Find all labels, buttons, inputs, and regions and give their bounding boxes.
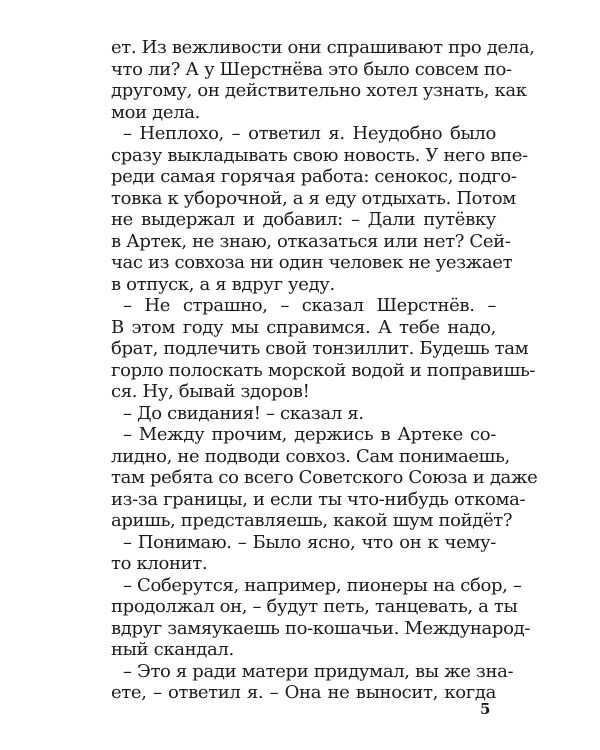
text-line: не выдержал и добавил: – Дали путёвку (111, 209, 496, 230)
text-line: там ребята со всего Советского Союза и даже (111, 467, 538, 488)
text-line: брат, подлечить свой тонзиллит. Будешь там (111, 338, 529, 359)
text-line: в отпуск, а я вдруг уеду. (111, 273, 335, 295)
text-line: – Соберутся, например, пионеры на сбор, – (123, 574, 522, 596)
text-line: лидно, не подводи совхоз. Сам понимаешь, (111, 445, 510, 467)
text-line: другому, он действительно хотел узнать, как (111, 80, 527, 101)
text-line: ся. Ну, бывай здоров! (111, 381, 310, 402)
text-line: ный скандал. (111, 639, 234, 660)
text-line: – До свидания! – сказал я. (123, 402, 364, 424)
text-line: час из совхоза ни один человек не уезжает (111, 252, 513, 273)
text-line: что ли? А у Шерстнёва это было совсем по- (111, 58, 512, 80)
text-line: мои дела. (111, 101, 201, 123)
body-text (111, 37, 538, 704)
text-line: реди самая горячая работа: сенокос, подго- (111, 166, 517, 187)
text-line: – Не страшно, – сказал Шерстнёв. – (123, 295, 496, 316)
text-line: сразу выкладывать свою новость. У него впе- (111, 144, 528, 166)
text-line: то клонит. (111, 553, 208, 574)
text-line: В этом году мы справимся. А тебе надо, (111, 316, 496, 338)
text-line: аришь, представляешь, какой шум пойдёт? (111, 510, 513, 531)
text-line: товка к уборочной, а я еду отдыхать. Потом (111, 187, 516, 209)
text-line: в Артек, не знаю, отказаться или нет? Сей- (111, 230, 511, 252)
text-line: вдруг замяукаешь по-кошачьи. Международ- (111, 617, 531, 639)
text-line: – Между прочим, держись в Артеке со- (123, 424, 496, 445)
text-line: горло полоскать морской водой и поправишь- (111, 359, 536, 381)
text-line: – Неплохо, – ответил я. Неудобно было (123, 123, 496, 144)
text-line: из-за границы, и если ты что-нибудь откома- (111, 488, 526, 510)
text-line: продолжал он, – будут петь, танцевать, а ты (111, 596, 518, 617)
page-number: 5 (480, 700, 491, 718)
text-line: – Это я ради матери придумал, вы же зна- (123, 660, 514, 682)
text-line: ете, – ответил я. – Она не выносит, когда (111, 682, 496, 703)
text-line: ет. Из вежливости они спрашивают про дела, (111, 37, 535, 58)
text-line: – Понимаю. – Было ясно, что он к чему- (123, 531, 496, 553)
